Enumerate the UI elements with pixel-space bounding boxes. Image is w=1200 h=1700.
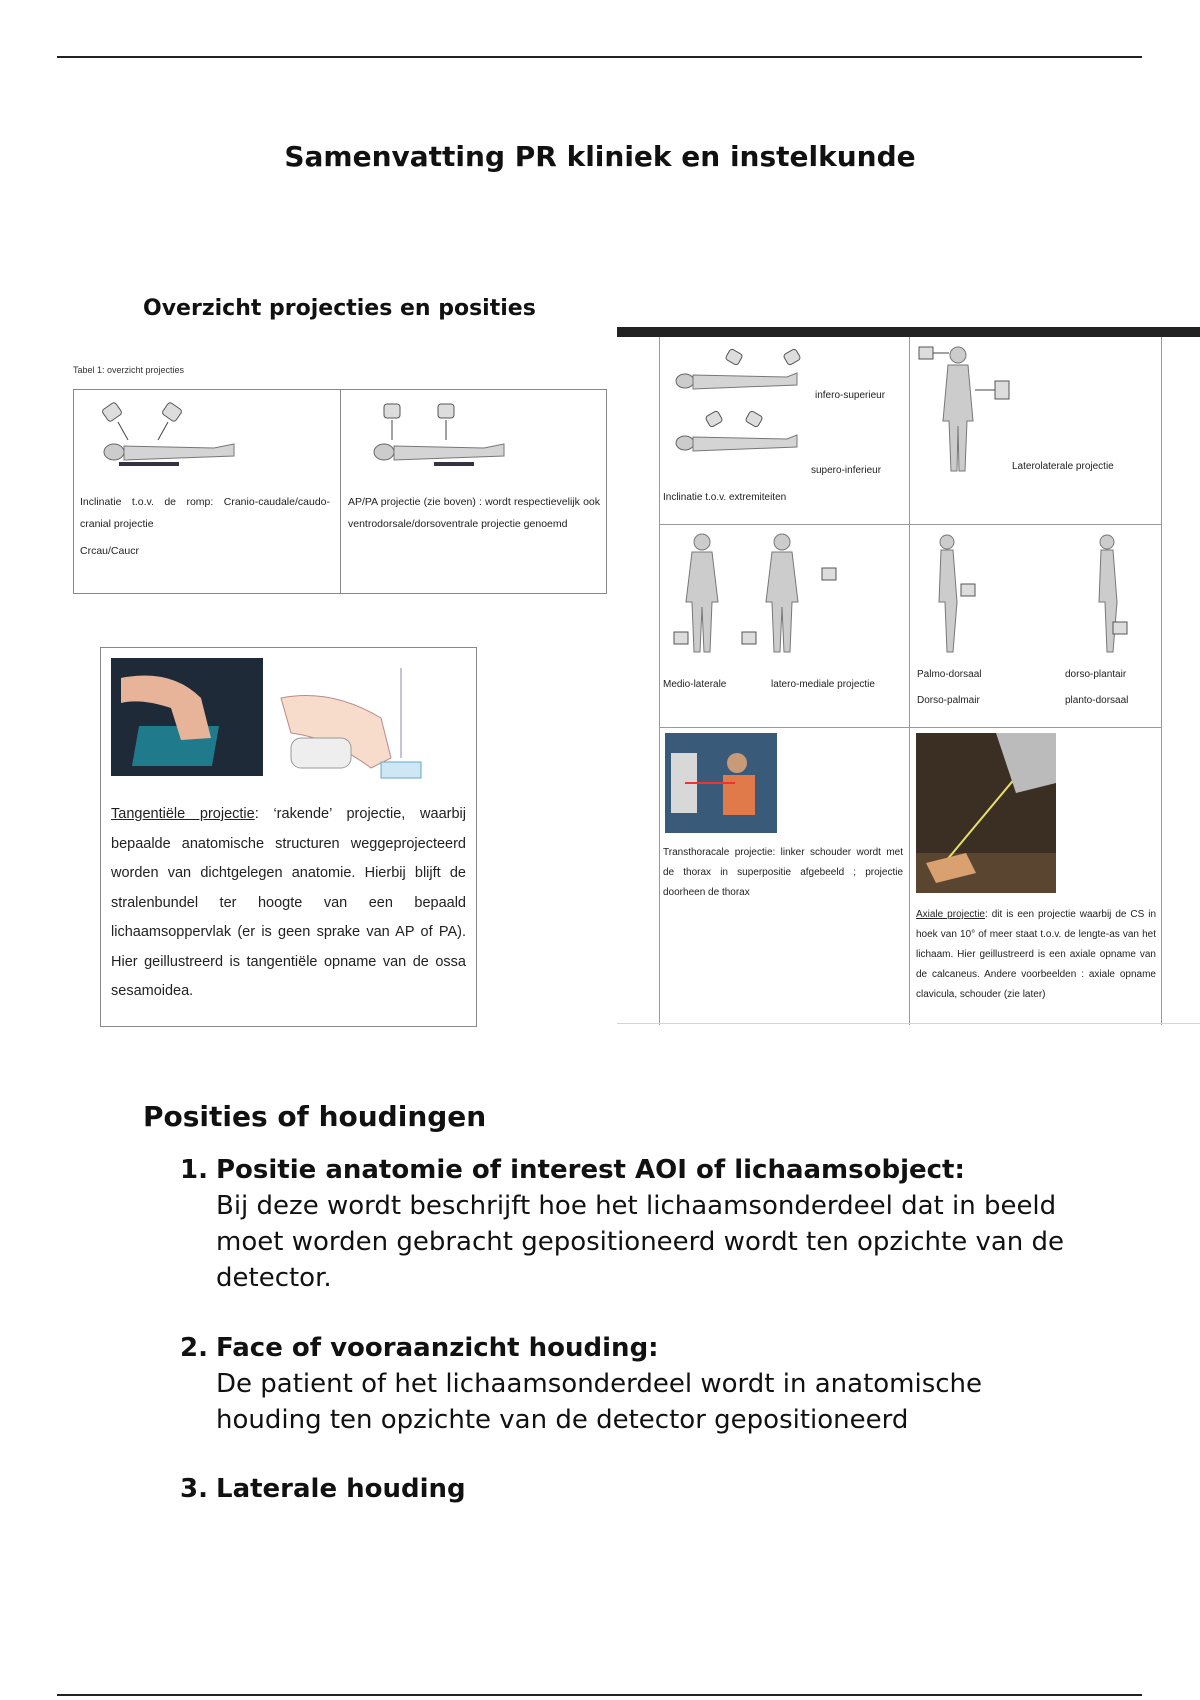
label-infero-superieur: infero-superieur [815, 390, 886, 401]
tangential-text [111, 800, 466, 1007]
list-item-title: Positie anatomie of interest AOI of lichaamsobject: [216, 1155, 965, 1185]
bottom-rule [57, 1694, 1142, 1696]
list-item-text: Bij deze wordt beschrijft hoe het lichaamsonderdeel dat in beeld moet worden gebracht gepositioneerd wordt ten opzichte van de detector. [216, 1191, 1065, 1293]
axial-photo [916, 733, 1056, 893]
axial-text [916, 905, 1156, 1005]
section-subtitle: Overzicht projecties en posities [143, 296, 536, 321]
table-cell-inclination: Inclinatie t.o.v. de romp: Cranio-caudale/caudo-cranial projectie [80, 496, 330, 530]
label-laterolateral: Laterolaterale projectie [1012, 461, 1114, 472]
extremity-inclination-illustration [667, 345, 807, 465]
label-planto-dorsaal: planto-dorsaal [1065, 695, 1129, 706]
tangential-box [100, 647, 477, 1027]
caption-extremity-inclination: Inclinatie t.o.v. extremiteiten [663, 492, 787, 503]
grid-top-bar [617, 327, 1200, 337]
foot-drawing [271, 658, 431, 786]
list-item-title: Face of vooraanzicht houding: [216, 1333, 659, 1363]
label-latero-mediale: latero-mediale projectie [771, 679, 875, 690]
transthoracic-text: Transthoracale projectie: linker schouder wordt met de thorax in superpositie afgebeeld ; projectie doorheen de thorax [663, 847, 903, 898]
foot-photo [111, 658, 263, 776]
axial-desc: : dit is een projectie waarbij de CS in hoek van 10° of meer staat t.o.v. de lengte-as van het lichaam. Hier geillustreerd is een axiale opname van de calcaneus. Andere voorbeelden : axiale opname clavicula, schouder (zie later) [916, 909, 1157, 1000]
table-cell-ap-pa: AP/PA projectie (zie boven) : wordt respectievelijk ook ventrodorsale/dorsoventrale projectie genoemd [348, 496, 600, 530]
list-item [180, 1330, 1080, 1438]
list-number: 3. [180, 1474, 208, 1504]
section-heading: Posities of houdingen [143, 1100, 487, 1133]
page-title: Samenvatting PR kliniek en instelkunde [284, 140, 916, 173]
label-dorso-plantair: dorso-plantair [1065, 669, 1127, 680]
laterolateral-figure [915, 341, 1025, 481]
palmo-dorsal-figures [917, 532, 1147, 662]
table-caption: Tabel 1: overzicht projecties [73, 365, 185, 375]
ap-pa-illustration [354, 400, 504, 480]
label-supero-inferieur: supero-inferieur [811, 465, 882, 476]
list-item [180, 1471, 1080, 1507]
medio-lateral-figures [672, 532, 862, 662]
projection-table [73, 389, 607, 594]
label-medio-laterale: Medio-laterale [663, 679, 727, 690]
axial-term: Axiale projectie [916, 909, 985, 920]
table-cell-abbrev: Crcau/Caucr [80, 545, 139, 557]
label-palmo-dorsaal: Palmo-dorsaal [917, 669, 982, 680]
projection-grid [617, 337, 1200, 1025]
list-item-title: Laterale houding [216, 1474, 466, 1504]
tangential-term: Tangentiële projectie [111, 806, 255, 822]
top-rule [57, 56, 1142, 58]
list-item-text: De patient of het lichaamsonderdeel wordt in anatomische houding ten opzichte van de detector gepositioneerd [216, 1369, 983, 1435]
label-dorso-palmair: Dorso-palmair [917, 695, 980, 706]
transthoracic-photo [665, 733, 777, 833]
tangential-desc: : ‘rakende’ projectie, waarbij bepaalde anatomische structuren weggeprojecteerd worden van dichtgelegen anatomie. Hierbij blijft de stralenbundel ter hoogte van een bepaald lichaamsoppervlak (er is geen sprake van AP of PA). Hier geillustreerd is tangentiële opname van de ossa sesamoidea. [111, 806, 466, 999]
list-item [180, 1152, 1080, 1296]
list-number: 1. [180, 1155, 208, 1185]
inclination-illustration [84, 400, 234, 480]
list-number: 2. [180, 1333, 208, 1363]
